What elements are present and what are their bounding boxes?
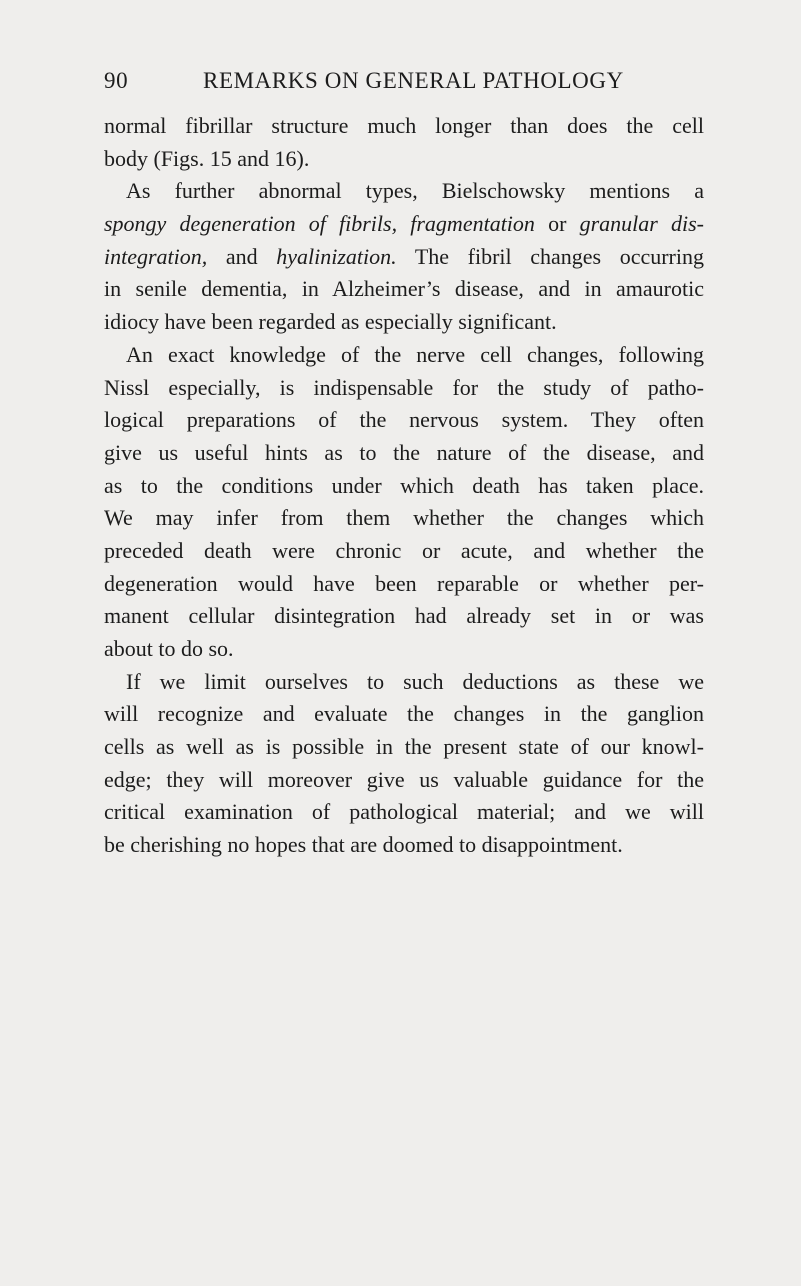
italic-term: granular dis-	[579, 211, 704, 237]
text-line	[104, 796, 704, 829]
text-span: logical preparations of the nervous system. They often	[104, 407, 704, 433]
italic-term: spongy degeneration of fibrils, fragmentation	[104, 211, 535, 237]
text-line	[104, 339, 704, 372]
text-line	[104, 829, 704, 862]
text-line	[104, 404, 704, 437]
text-span: preceded death were chronic or acute, and whether the	[104, 537, 704, 563]
text-span: We may infer from them whether the changes which	[104, 505, 704, 531]
text-span: An exact knowledge of the nerve cell changes, following	[126, 341, 704, 367]
text-span: Nissl especially, is indispensable for the study of patho-	[104, 374, 704, 400]
text-line	[104, 698, 704, 731]
text-span: about to do so.	[104, 636, 234, 661]
text-line	[104, 143, 704, 176]
text-line	[104, 764, 704, 797]
text-line	[104, 731, 704, 764]
text-span: The fibril changes occurring	[396, 243, 704, 269]
text-span: manent cellular disintegration had already set in or was	[104, 603, 704, 629]
text-span: and	[207, 243, 277, 269]
text-span: If we limit ourselves to such deductions as these we	[126, 668, 704, 694]
text-line	[104, 437, 704, 470]
text-span: cells as well as is possible in the present state of our knowl-	[104, 734, 704, 760]
text-line	[104, 535, 704, 568]
text-line	[104, 568, 704, 601]
italic-term: integration,	[104, 243, 208, 269]
running-head-title: REMARKS ON GENERAL PATHOLOGY	[203, 68, 624, 93]
text-line	[104, 273, 704, 306]
body-text	[104, 110, 704, 862]
text-line	[104, 470, 704, 503]
text-span: critical examination of pathological material; and we will	[104, 799, 704, 825]
text-span: or	[534, 211, 580, 237]
text-span: give us useful hints as to the nature of the disease, and	[104, 439, 704, 465]
text-span: be cherishing no hopes that are doomed to disappointment.	[104, 832, 623, 858]
text-span: in senile dementia, in Alzheimer’s disease, and in amaurotic	[104, 276, 704, 302]
text-line	[104, 110, 704, 143]
text-span: degeneration would have been reparable or whether per-	[104, 570, 704, 596]
text-span: will recognize and evaluate the changes in the ganglion	[104, 701, 704, 727]
text-line	[104, 633, 704, 666]
text-line	[104, 306, 704, 339]
text-line	[104, 175, 704, 208]
text-line	[104, 600, 704, 633]
page-number: 90	[104, 68, 129, 93]
text-line	[104, 241, 704, 274]
text-span: idiocy have been regarded as especially significant.	[104, 309, 557, 335]
text-span: body (Figs. 15 and 16).	[104, 145, 310, 171]
text-line	[104, 502, 704, 535]
text-span: as to the conditions under which death has taken place.	[104, 472, 704, 498]
text-span: edge; they will moreover give us valuable guidance for the	[104, 766, 704, 792]
text-line	[104, 372, 704, 405]
text-span: As further abnormal types, Bielschowsky mentions a	[126, 178, 704, 204]
text-line	[104, 208, 704, 241]
running-head	[104, 66, 629, 96]
text-span: normal fibrillar structure much longer than does the cell	[104, 113, 704, 138]
italic-term: hyalinization.	[276, 243, 397, 269]
text-line	[104, 666, 704, 699]
